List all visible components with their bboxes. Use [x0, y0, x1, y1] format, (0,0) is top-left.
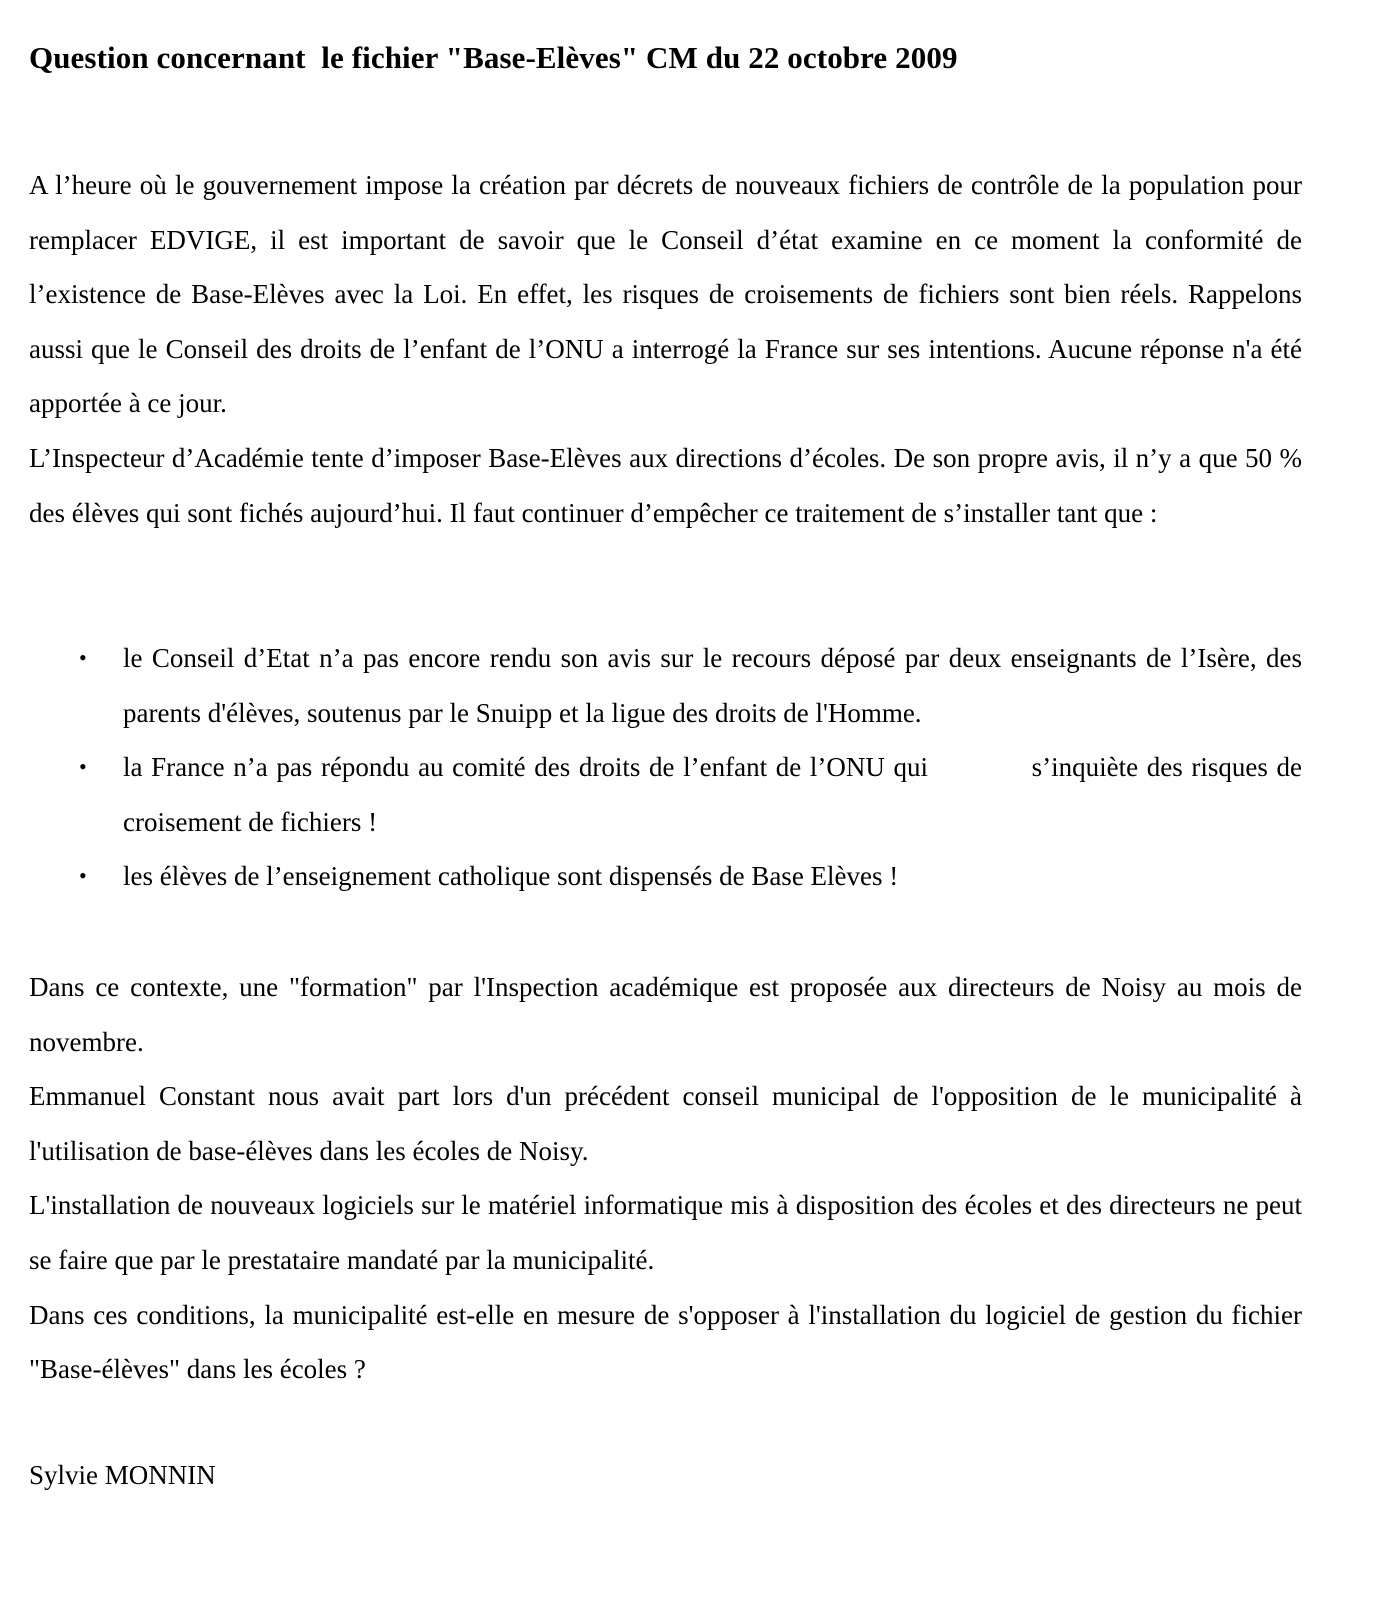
context-paragraph-3: L'installation de nouveaux logiciels sur le matériel informatique mis à disposition des écoles et des directeurs ne peut se faire que par le prestataire mandaté par la municipalité. [29, 1190, 1302, 1275]
list-item-text: les élèves de l’enseignement catholique sont dispensés de Base Elèves ! [123, 861, 899, 892]
document-title: Question concernant le fichier "Base-Elèves" CM du 22 octobre 2009 [29, 40, 958, 75]
context-paragraph-4: Dans ces conditions, la municipalité est-elle en mesure de s'opposer à l'installation du logiciel de gestion du fichier "Base-élèves" dans les écoles ? [29, 1299, 1302, 1385]
intro-paragraph-2: L’Inspecteur d’Académie tente d’imposer Base-Elèves aux directions d’écoles. De son propre avis, il n’y a que 50 % des élèves qui sont fichés aujourd’hui. Il faut continuer d’empêcher ce traitement de s’installer tant que : [29, 442, 1302, 528]
conditions-list [0, 631, 1302, 904]
bullet-icon: • [79, 645, 87, 670]
intro-section [29, 158, 1302, 540]
list-item-text-part-2: s’inquiète des risques de croisement de fichiers ! [123, 752, 1303, 837]
list-item [0, 740, 1302, 849]
intro-paragraph-1: A l’heure où le gouvernement impose la création par décrets de nouveaux fichiers de contrôle de la population pour remplacer EDVIGE, il est important de savoir que le Conseil d’état examine en ce moment la conformité de l’existence de Base-Elèves avec la Loi. En effet, les risques de croisements de fichiers sont bien réels. Rappelons aussi que le Conseil des droits de l’enfant de l’ONU a interrogé la France sur ses intentions. Aucune réponse n'a été apportée à ce jour. [29, 170, 1302, 419]
list-item-text: le Conseil d’Etat n’a pas encore rendu son avis sur le recours déposé par deux enseignants de l’Isère, des parents d'élèves, soutenus par le Snuipp et la ligue des droits de l'Homme. [123, 643, 1302, 728]
context-paragraph-1: Dans ce contexte, une "formation" par l'Inspection académique est proposée aux directeurs de Noisy au mois de novembre. [29, 972, 1302, 1057]
signature: Sylvie MONNIN [29, 1460, 216, 1490]
list-item-text-part-1: la France n’a pas répondu au comité des droits de l’enfant de l’ONU qui [123, 752, 929, 783]
bullet-icon: • [79, 754, 87, 780]
context-paragraph-2: Emmanuel Constant nous avait part lors d'un précédent conseil municipal de l'opposition de le municipalité à l'utilisation de base-élèves dans les écoles de Noisy. [29, 1081, 1302, 1166]
list-item [0, 631, 1302, 740]
context-section [29, 960, 1302, 1397]
bullet-icon: • [79, 863, 87, 889]
list-item [0, 849, 1302, 904]
